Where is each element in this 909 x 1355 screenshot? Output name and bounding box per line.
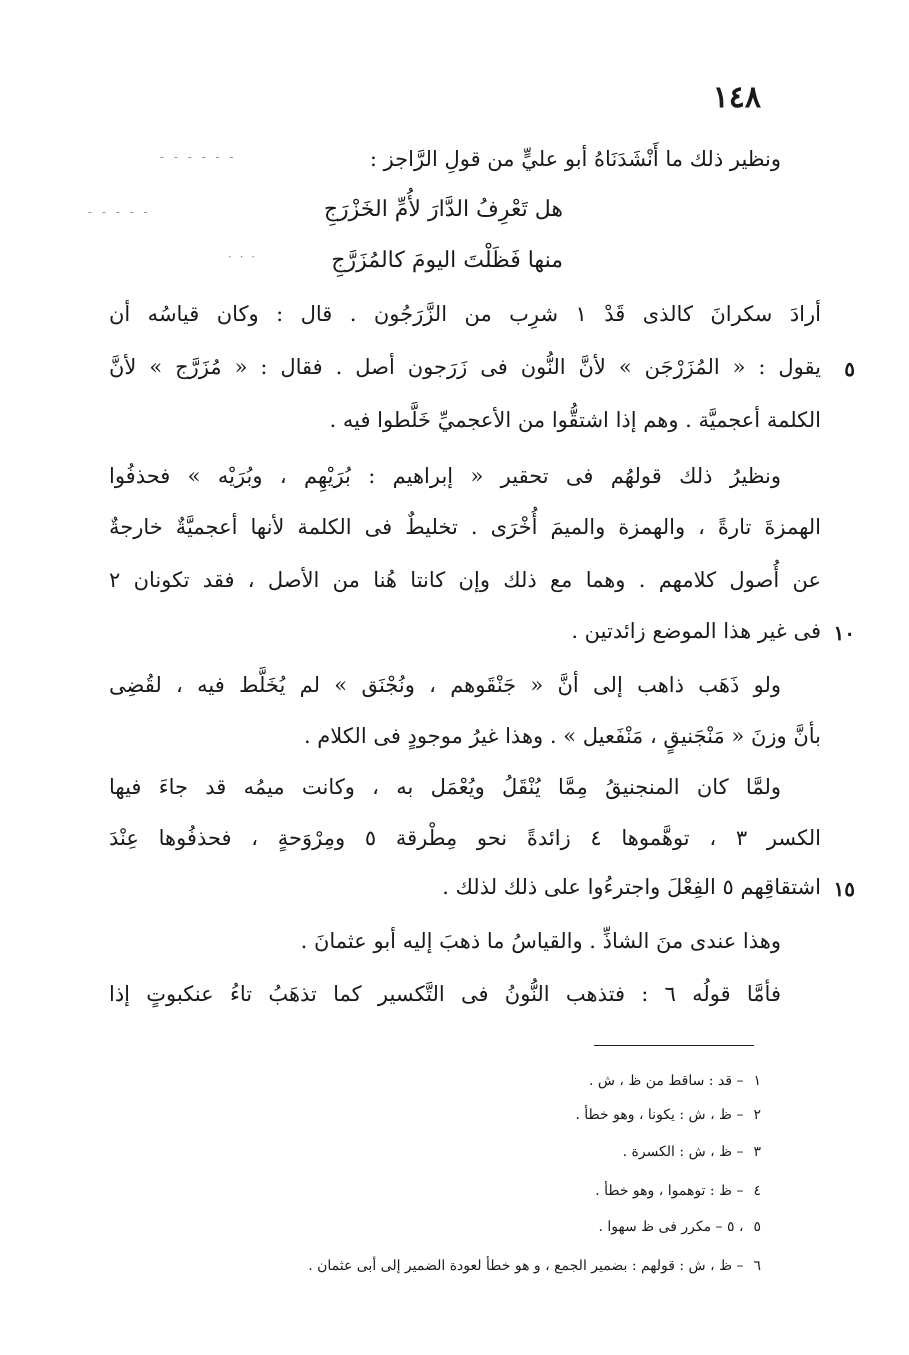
verse-line: منها فَظَلْتَ اليومَ كالمُزَرَّجِ bbox=[331, 248, 563, 273]
text-line: بأنَّ وزنَ « مَنْجَنيقٍ ، مَنْفَعيل » . وهذا غيرُ موجودٍ فى الكلام . bbox=[303, 724, 821, 748]
footnote-number: ٢ bbox=[753, 1107, 761, 1123]
text-line: وهذا عندى منَ الشاذِّ . والقياسُ ما ذهبَ إليه أبو عثمانَ . bbox=[300, 929, 781, 953]
text-line: ونظير ذلك ما أَنْشَدَنَاهُ أبو عليٍّ من قولِ الرَّاجز : bbox=[369, 147, 781, 171]
text-line: الكلمة أعجميَّة . وهم إذا اشتقُّوا من الأعجميِّ خَلَّطوا فيه . bbox=[329, 408, 821, 432]
text-line: ولو ذَهَب ذاهب إلى أنَّ « جَنْقَوهم ، ونُجْنَق » لم يُخَلَّط فيه ، لقُضِى bbox=[109, 673, 781, 697]
footnote-separator bbox=[594, 1045, 754, 1046]
footnote bbox=[575, 1104, 761, 1126]
footnote-number: ٣ bbox=[753, 1144, 761, 1160]
text-line: الكسر ٣ ، توهَّموها ٤ زائدةً نحو مِطْرقة ٥ ومِرْوَحةٍ ، فحذفُوها عِنْدَ bbox=[109, 826, 821, 850]
footnote-number: ١ bbox=[753, 1073, 761, 1089]
footnote-text: – قد : ساقط من ظ ، ش . bbox=[588, 1073, 744, 1089]
page-number: ١٤٨ bbox=[712, 80, 761, 115]
footnote bbox=[598, 1216, 761, 1238]
line-number: ١٥ bbox=[833, 877, 855, 901]
footnote-number: ٦ bbox=[753, 1258, 761, 1274]
footnote bbox=[623, 1141, 761, 1163]
footnote-number: ٤ bbox=[753, 1183, 761, 1199]
footnote bbox=[589, 1070, 761, 1092]
text-line: اشتقاقِهم ٥ الفِعْلَ واجترءُوا على ذلك لذلك . bbox=[442, 875, 821, 899]
scan-artifact: - - - - - - bbox=[160, 150, 237, 164]
scan-artifact: - - - - - bbox=[88, 205, 151, 219]
footnote-text: – ظ ، ش : قولهم : بضمير الجمع ، و هو خطأ لعودة الضمير إلى أبى عثمان . bbox=[308, 1258, 744, 1274]
line-number: ١٠ bbox=[833, 621, 855, 645]
text-line: ونظيرُ ذلك قولهُم فى تحقير « إبراهيم : بُرَيْهِم ، وبُرَيْه » فحذفُوا bbox=[109, 464, 781, 488]
text-line: أرادَ سكرانَ كالذى قَدْ ١ شرِب من الزَّرَجُون . قال : وكان قياسُه أن bbox=[109, 302, 821, 326]
scan-artifact: · · · bbox=[228, 250, 258, 264]
text-line: ولمَّا كان المنجنيقُ مِمَّا يُنْقَلُ ويُعْمَل به ، وكانت ميمُه قد جاءَ فيها bbox=[109, 775, 781, 799]
text-line: الهمزةَ تارةً ، والهمزة والميمَ أُخْرَى . تخليطٌ فى الكلمة لأنها أعجميَّةٌ خارجةٌ bbox=[109, 515, 821, 539]
text-line: عن أُصول كلامهم . وهما مع ذلك وإن كانتا هُنا من الأصل ، فقد تكونان ٢ bbox=[109, 568, 821, 592]
footnote-text: – ظ ، ش : الكسرة . bbox=[622, 1144, 744, 1160]
footnote bbox=[308, 1255, 761, 1277]
footnote bbox=[595, 1180, 761, 1202]
text-line: يقول : « المُزَرْجَن » لأنَّ النُّون فى زَرَجون أصل . فقال : « مُزَرَّج » لأنَّ bbox=[109, 355, 821, 379]
footnote-number: ٥ bbox=[753, 1219, 761, 1235]
verse-line: هل تَعْرِفُ الدَّارَ لأُمِّ الخَزْرَجِ bbox=[323, 197, 563, 222]
footnote-text: – ظ ، ش : يكونا ، وهو خطأ . bbox=[575, 1107, 744, 1123]
text-line: فى غير هذا الموضع زائدتين . bbox=[571, 619, 821, 643]
footnote-text: ، ٥ – مكرر فى ظ سهوا . bbox=[598, 1219, 744, 1235]
text-line: فأمَّا قولُه ٦ : فتذهب النُّونُ فى التَّكسير كما تذهَبُ تاءُ عنكبوتٍ إذا bbox=[109, 982, 781, 1006]
line-number: ٥ bbox=[844, 357, 855, 381]
footnote-text: – ظ : توهموا ، وهو خطأ . bbox=[595, 1183, 744, 1199]
